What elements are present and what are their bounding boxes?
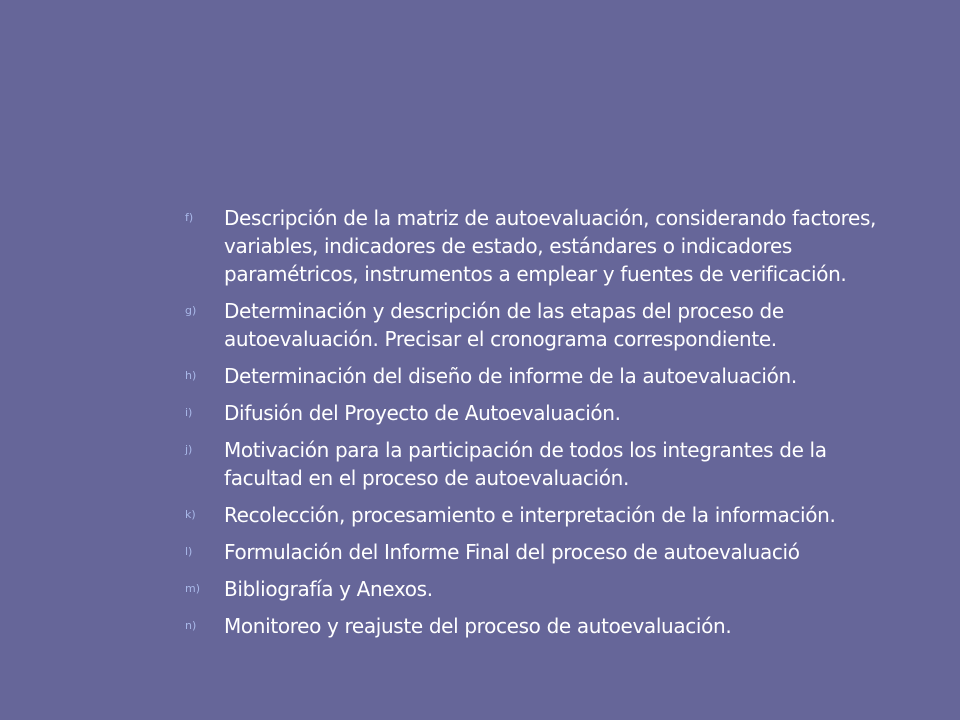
list-item-text: Difusión del Proyecto de Autoevaluación. xyxy=(224,401,621,425)
list-marker: n) xyxy=(185,619,197,632)
list-item-text: Determinación del diseño de informe de la autoevaluación. xyxy=(224,364,797,388)
list-item xyxy=(185,204,905,288)
list-item-text: Bibliografía y Anexos. xyxy=(224,577,433,601)
list-item xyxy=(185,297,905,353)
list-item-text: Recolección, procesamiento e interpretación de la información. xyxy=(224,503,836,527)
list-item-text: Formulación del Informe Final del proceso de autoevaluació xyxy=(224,540,800,564)
list-marker: j) xyxy=(185,443,193,456)
list-marker: g) xyxy=(185,304,197,317)
list-marker: h) xyxy=(185,369,197,382)
list-item xyxy=(185,501,905,529)
list-item-text: Descripción de la matriz de autoevaluación, considerando factores, variables, indicadores de estado, estándares o indicadores paramétricos, instrumentos a emplear y fuentes de verificación. xyxy=(224,206,877,286)
list-item xyxy=(185,399,905,427)
list-marker: l) xyxy=(185,545,193,558)
list-marker: k) xyxy=(185,508,196,521)
bullet-list xyxy=(185,204,905,649)
list-item xyxy=(185,436,905,492)
list-item-text: Monitoreo y reajuste del proceso de autoevaluación. xyxy=(224,614,732,638)
list-marker: f) xyxy=(185,211,194,224)
list-marker: i) xyxy=(185,406,193,419)
list-item xyxy=(185,612,905,640)
list-marker: m) xyxy=(185,582,201,595)
list-item xyxy=(185,575,905,603)
list-item xyxy=(185,362,905,390)
list-item xyxy=(185,538,905,566)
list-item-text: Motivación para la participación de todos los integrantes de la facultad en el proceso de autoevaluación. xyxy=(224,438,827,490)
list-item-text: Determinación y descripción de las etapas del proceso de autoevaluación. Precisar el cronograma correspondiente. xyxy=(224,299,784,351)
